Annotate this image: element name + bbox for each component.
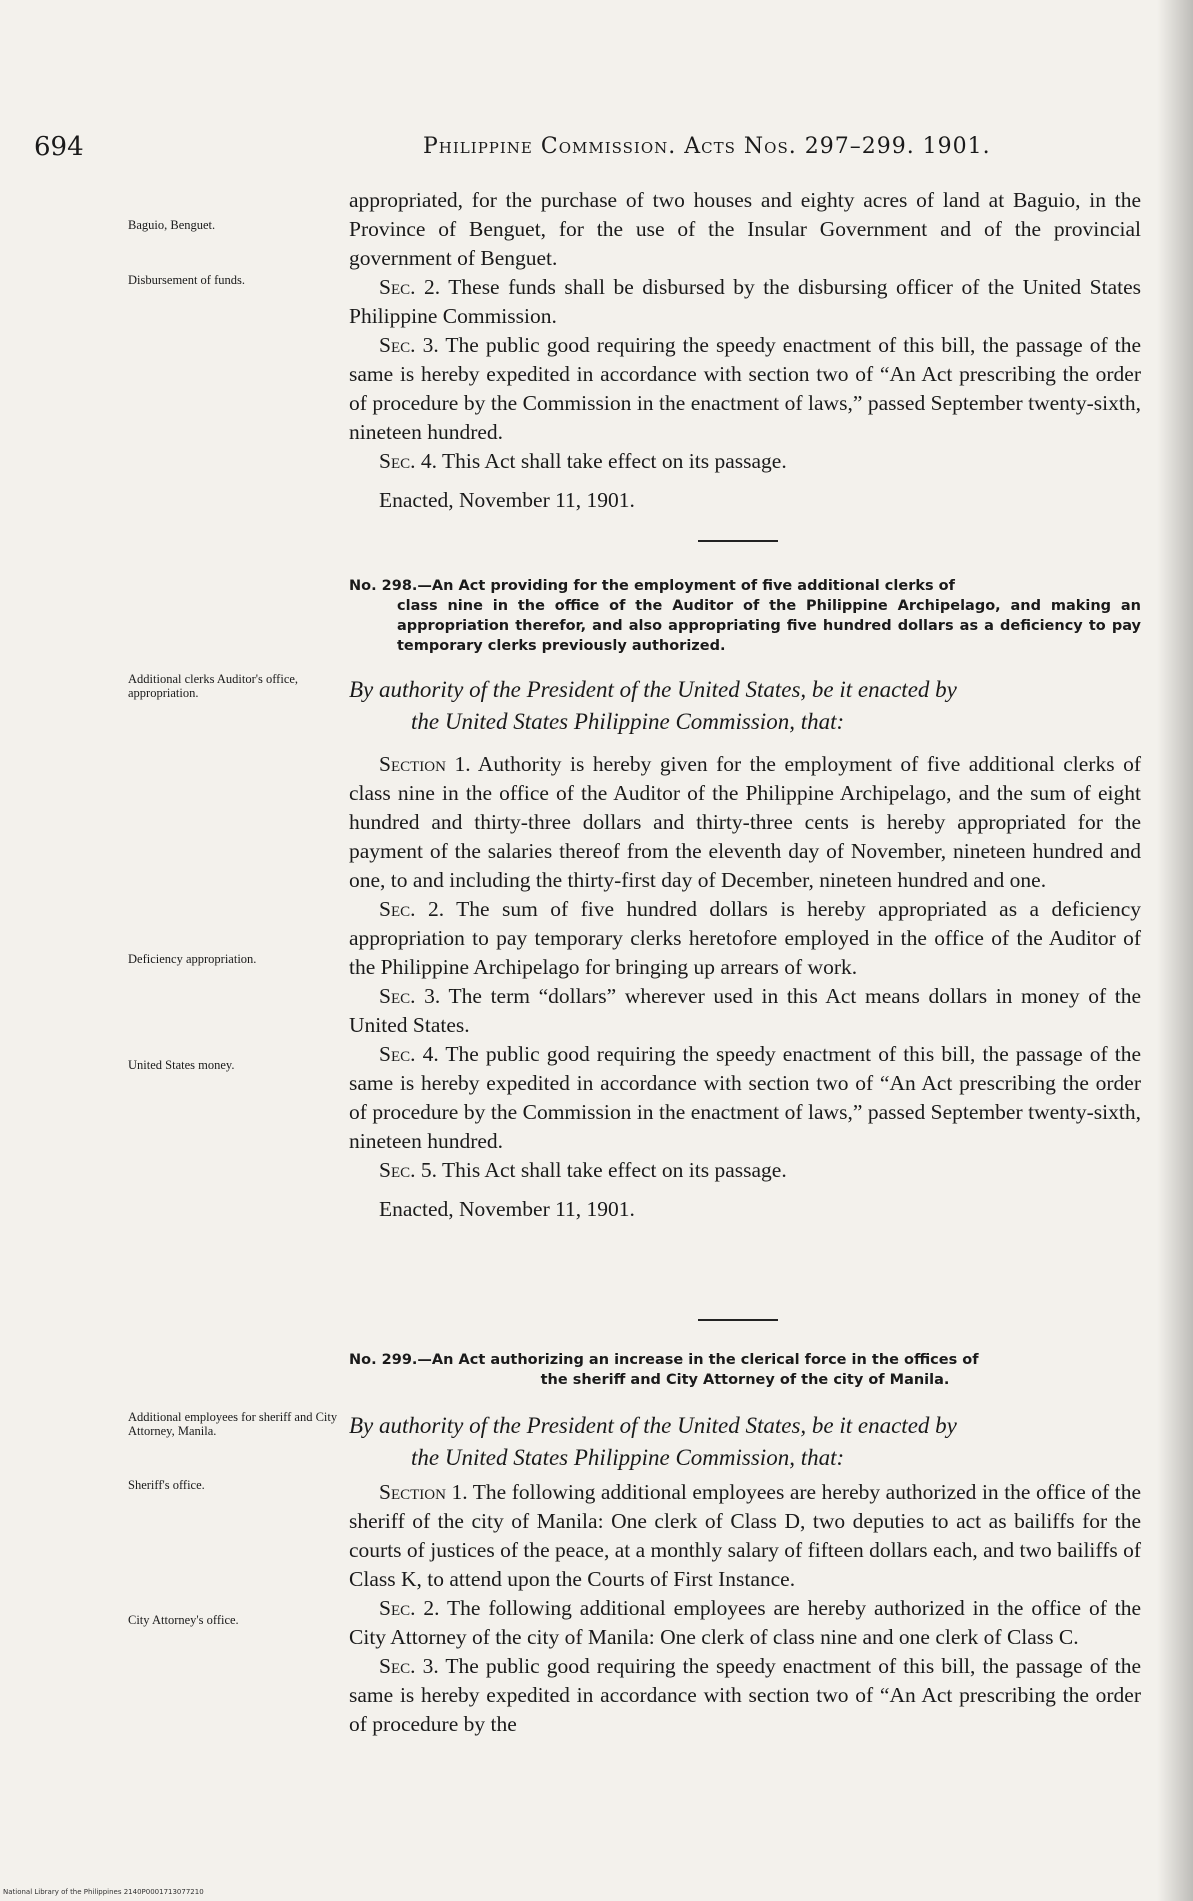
section-label: Sec. 2. [379,275,441,299]
section-text: The sum of five hundred dollars is hereby appropriated as a deficiency appropriation to pay temporary clerks heretofore employed in the office of the Auditor of the Philippine Archipelago for bringing up arrears of work. [349,897,1142,979]
margin-note-additional-clerks: Additional clerks Auditor's office, appropriation. [128,672,299,700]
act-297-sec-2 [349,273,1141,331]
enacting-line-1: By authority of the President of the United States, be it enacted by [349,677,957,702]
section-label: Section 1. [379,1480,468,1504]
act-299-sec-1 [349,1478,1141,1594]
act-299-sec-3 [349,1652,1141,1739]
running-head: Philippine Commission. Acts Nos. 297–299. 1901. [423,134,991,159]
act-299-enacting-clause [349,1410,1141,1474]
act-297-enacted: Enacted, November 11, 1901. [379,488,635,512]
enacting-line-1: By authority of the President of the United States, be it enacted by [349,1413,957,1438]
scan-footer-note: National Library of the Philippines 2140P0001713077210 [3,1888,204,1896]
section-label: Sec. 4. [379,1042,439,1066]
act-299-body [349,1478,1141,1739]
act-297-sec-3 [349,331,1141,447]
act-299-title [349,1350,1141,1390]
margin-note-disbursement: Disbursement of funds. [128,273,245,287]
section-text: These funds shall be disbursed by the disbursing officer of the United States Philippine Commission. [349,275,1142,328]
act-299-title-first-line: No. 299.—An Act authorizing an increase in the clerical force in the offices of [349,1352,979,1368]
section-text: Authority is hereby given for the employment of five additional clerks of class nine in the office of the Auditor of the Philippine Archipelago, and the sum of eight hundred and thirty-three dollars and thirty-three cents is hereby appropriated for the payment of the salaries thereof from the eleventh day of November, nineteen hundred and one, to and including the thirty-first day of December, nineteen hundred and one. [349,752,1141,892]
section-label: Sec. 3. [379,1654,439,1678]
section-label: Sec. 3. [379,333,439,357]
margin-note-city-attorney-office: City Attorney's office. [128,1613,239,1627]
section-text: The term “dollars” wherever used in this Act means dollars in money of the United States. [349,984,1142,1037]
margin-note-additional-employees: Additional employees for sheriff and City Attorney, Manila. [128,1410,338,1438]
act-298-enacting-clause [349,674,1141,738]
act-299-title-rest: the sheriff and City Attorney of the city of Manila. [540,1372,950,1388]
act-298-sec-2 [349,895,1141,982]
section-text: This Act shall take effect on its passage. [442,1158,787,1182]
enacting-line-2: the United States Philippine Commission, that: [411,709,845,734]
section-divider [698,540,778,542]
act-299-sec-2 [349,1594,1141,1652]
act-297-body [349,186,1141,515]
section-label: Sec. 3. [379,984,441,1008]
page-number: 694 [34,132,84,162]
margin-note-sheriff-office: Sheriff's office. [128,1478,205,1492]
section-text: The following additional employees are hereby authorized in the office of the sheriff of the city of Manila: One clerk of Class D, two deputies to act as bailiffs for the courts of justices of the peace, at a monthly salary of fifteen dollars each, and two bailiffs of Class K, to attend upon the Courts of First Instance. [349,1480,1141,1591]
act-298-enacted: Enacted, November 11, 1901. [379,1197,635,1221]
enacting-line-2: the United States Philippine Commission, that: [411,1445,845,1470]
section-text: The public good requiring the speedy enactment of this bill, the passage of the same is hereby expedited in accordance with section two of “An Act prescribing the order of procedure by the [349,1654,1142,1736]
section-label: Sec. 5. [379,1158,437,1182]
section-text: This Act shall take effect on its passage. [442,449,787,473]
act-298-title-first-line: No. 298.—An Act providing for the employment of five additional clerks of [349,578,955,594]
page-edge-shadow [1157,0,1193,1901]
act-298-sec-3 [349,982,1141,1040]
act-298-sec-5 [349,1156,1141,1185]
section-label: Sec. 2. [379,1596,440,1620]
act-298-body [349,750,1141,1224]
act-297-paragraph: appropriated, for the purchase of two houses and eighty acres of land at Baguio, in the Province of Benguet, for the use of the Insular Government and of the provincial government of Benguet. [349,188,1141,270]
section-divider [698,1319,778,1321]
margin-note-us-money: United States money. [128,1058,235,1072]
act-298-sec-1 [349,750,1141,895]
section-text: The public good requiring the speedy enactment of this bill, the passage of the same is hereby expedited in accordance with section two of “An Act prescribing the order of procedure by the Commission in the enactment of laws,” passed September twenty-sixth, nineteen hundred. [349,1042,1142,1153]
act-298-sec-4 [349,1040,1141,1156]
margin-note-baguio: Baguio, Benguet. [128,218,216,232]
section-text: The public good requiring the speedy enactment of this bill, the passage of the same is hereby expedited in accordance with section two of “An Act prescribing the order of procedure by the Commission in the enactment of laws,” passed September twenty-sixth, nineteen hundred. [349,333,1142,444]
margin-note-deficiency: Deficiency appropriation. [128,952,257,966]
act-297-sec-4 [349,447,1141,476]
page-header [0,132,1193,166]
act-298-title [349,576,1141,656]
section-label: Section 1. [379,752,471,776]
section-label: Sec. 4. [379,449,437,473]
act-298-title-rest: class nine in the office of the Auditor of the Philippine Archipelago, and making an appropriation therefor, and also appropriating five hundred dollars as a deficiency to pay temporary clerks previously authorized. [397,598,1141,654]
section-text: The following additional employees are hereby authorized in the office of the City Attorney of the city of Manila: One clerk of class nine and one clerk of Class C. [349,1596,1142,1649]
section-label: Sec. 2. [379,897,445,921]
